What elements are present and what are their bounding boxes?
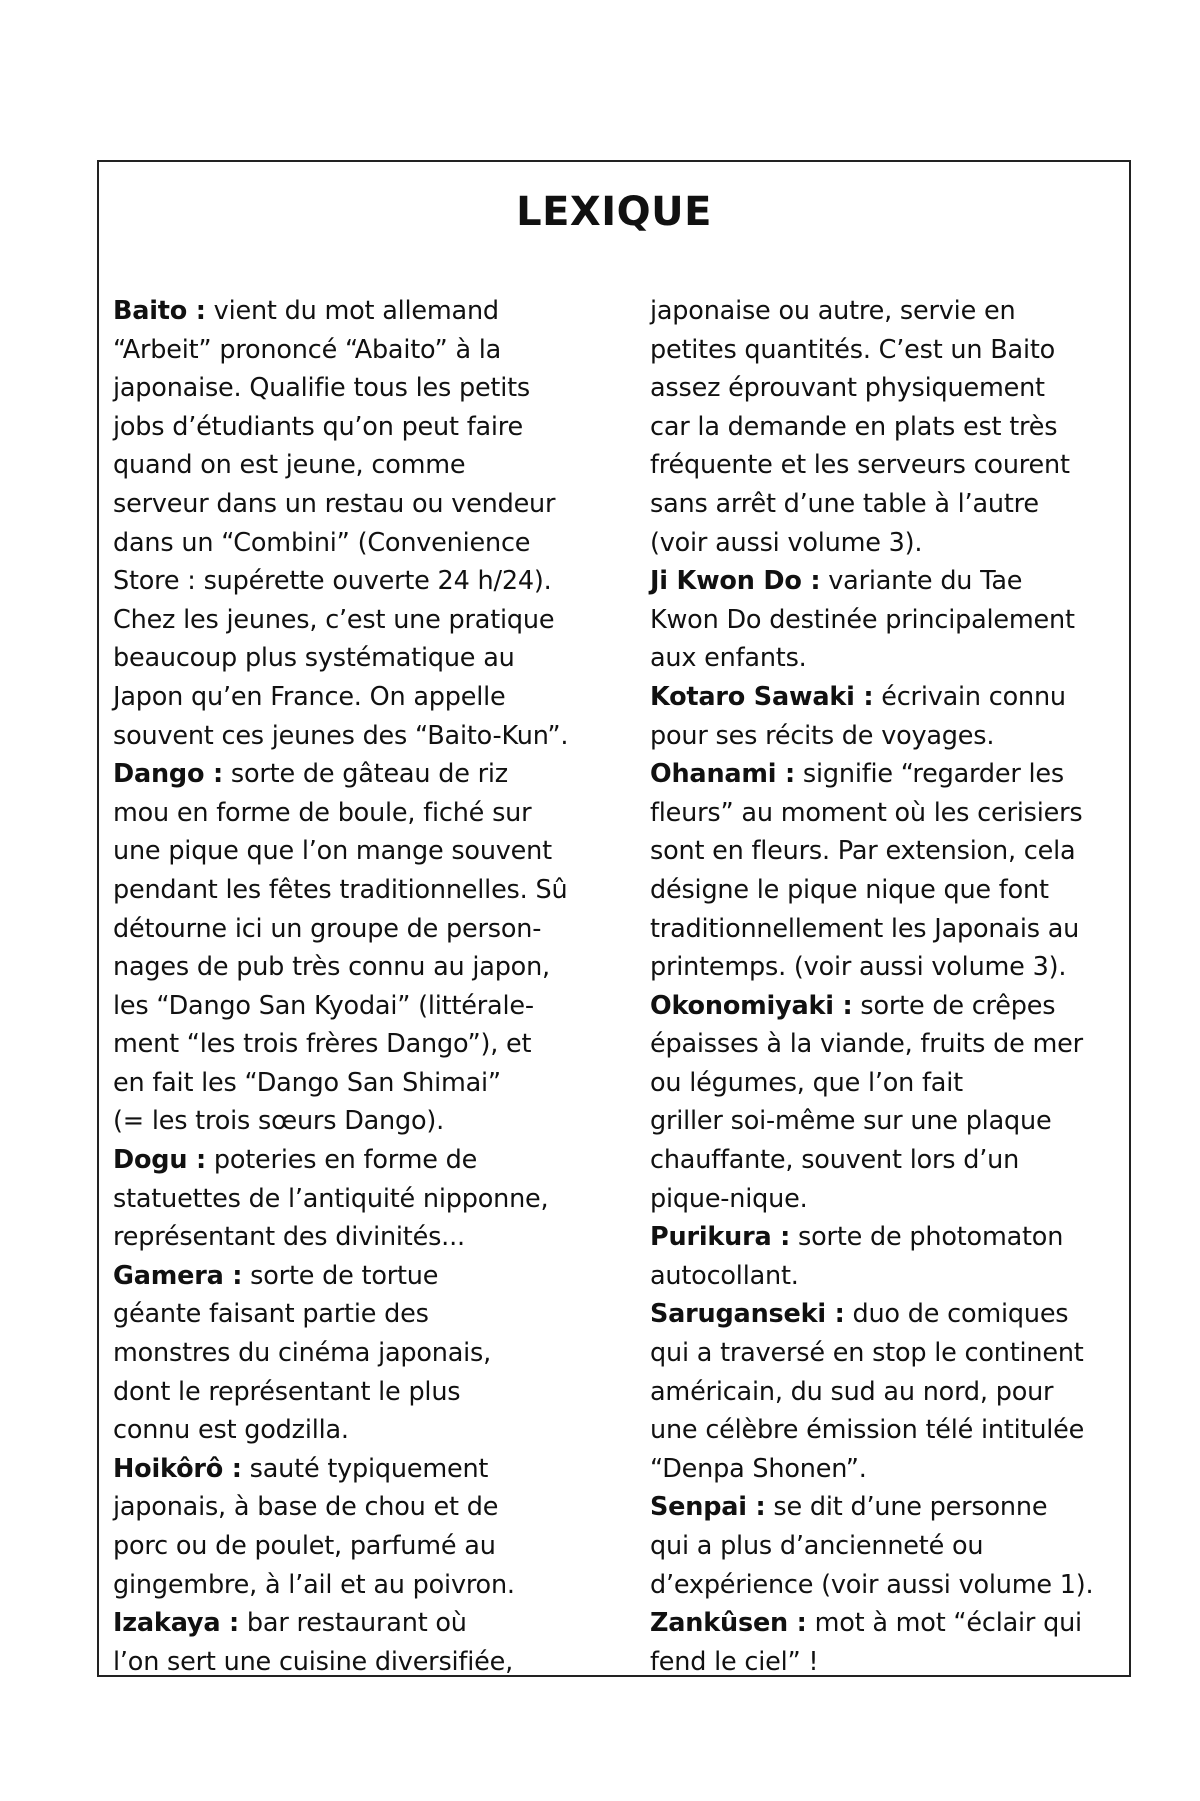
glossary-line	[113, 910, 583, 949]
glossary-definition-text: Store : supérette ouverte 24 h/24).	[113, 566, 552, 597]
glossary-line	[113, 331, 583, 370]
glossary-line	[113, 1218, 583, 1257]
glossary-term: Zankûsen :	[650, 1608, 807, 1639]
glossary-line	[650, 794, 1120, 833]
glossary-line	[113, 1527, 583, 1566]
glossary-definition-text: griller soi-même sur une plaque	[650, 1106, 1052, 1137]
glossary-term: Dango :	[113, 759, 223, 790]
glossary-line	[113, 717, 583, 756]
glossary-definition-text: ment “les trois frères Dango”), et	[113, 1029, 532, 1060]
glossary-definition-text: beaucoup plus systématique au	[113, 643, 515, 674]
glossary-term: Gamera :	[113, 1260, 243, 1291]
glossary-definition-text: pendant les fêtes traditionnelles. Sû	[113, 874, 568, 905]
glossary-line	[650, 1064, 1120, 1103]
glossary-line	[650, 408, 1120, 447]
glossary-definition-text: serveur dans un restau ou vendeur	[113, 488, 556, 519]
glossary-line	[113, 832, 583, 871]
glossary-definition-text: mou en forme de boule, fiché sur	[113, 797, 532, 828]
glossary-definition-text: petites quantités. C’est un Baito	[650, 334, 1056, 365]
glossary-line	[113, 562, 583, 601]
glossary-term: Dogu :	[113, 1145, 206, 1176]
glossary-definition-text: se dit d’une personne	[765, 1492, 1048, 1523]
glossary-column-right	[650, 292, 1120, 1681]
glossary-line	[650, 1025, 1120, 1064]
glossary-definition-text: quand on est jeune, comme	[113, 450, 466, 481]
glossary-definition-text: sorte de tortue	[242, 1260, 439, 1291]
glossary-line	[650, 717, 1120, 756]
glossary-definition-text: variante du Tae	[820, 566, 1023, 597]
glossary-definition-text: ou légumes, que l’on fait	[650, 1067, 963, 1098]
glossary-definition-text: fleurs” au moment où les cerisiers	[650, 797, 1083, 828]
glossary-definition-text: géante faisant partie des	[113, 1299, 429, 1330]
glossary-definition-text: jobs d’étudiants qu’on peut faire	[113, 411, 524, 442]
glossary-definition-text: printemps. (voir aussi volume 3).	[650, 952, 1067, 983]
glossary-definition-text: sans arrêt d’une table à l’autre	[650, 488, 1039, 519]
glossary-entry-start	[650, 755, 1120, 794]
glossary-line	[113, 408, 583, 447]
glossary-definition-text: nages de pub très connu au japon,	[113, 952, 550, 983]
glossary-column-left	[113, 292, 583, 1681]
glossary-line	[650, 369, 1120, 408]
glossary-line	[113, 601, 583, 640]
glossary-definition-text: japonaise ou autre, servie en	[650, 296, 1016, 326]
glossary-entry-start	[113, 1604, 583, 1643]
glossary-definition-text: “Denpa Shonen”.	[650, 1453, 867, 1484]
glossary-line	[650, 1643, 1120, 1682]
glossary-line	[650, 871, 1120, 910]
glossary-definition-text: sorte de gâteau de riz	[222, 759, 508, 790]
glossary-definition-text: japonais, à base de chou et de	[113, 1492, 499, 1523]
glossary-definition-text: mot à mot “éclair qui	[806, 1608, 1082, 1639]
glossary-definition-text: Chez les jeunes, c’est une pratique	[113, 604, 555, 635]
glossary-definition-text: en fait les “Dango San Shimai”	[113, 1067, 501, 1098]
glossary-term: Hoikôrô :	[113, 1453, 242, 1484]
glossary-definition-text: aux enfants.	[650, 643, 807, 674]
glossary-line	[650, 1373, 1120, 1412]
glossary-line	[113, 1373, 583, 1412]
glossary-entry-start	[650, 562, 1120, 601]
glossary-line	[113, 1295, 583, 1334]
glossary-definition-text: sorte de photomaton	[790, 1222, 1064, 1253]
glossary-definition-text: signifie “regarder les	[795, 759, 1064, 790]
glossary-definition-text: sont en fleurs. Par extension, cela	[650, 836, 1076, 867]
glossary-definition-text: car la demande en plats est très	[650, 411, 1058, 442]
glossary-line	[650, 832, 1120, 871]
glossary-entry-start	[113, 1257, 583, 1296]
lexique-box	[97, 160, 1131, 1677]
glossary-definition-text: d’expérience (voir aussi volume 1).	[650, 1569, 1094, 1600]
glossary-definition-text: sorte de crêpes	[852, 990, 1056, 1021]
glossary-line	[113, 1488, 583, 1527]
glossary-definition-text: les “Dango San Kyodai” (littérale-	[113, 990, 534, 1021]
glossary-definition-text: traditionnellement les Japonais au	[650, 913, 1080, 944]
glossary-line	[650, 292, 1120, 331]
glossary-definition-text: pour ses récits de voyages.	[650, 720, 995, 751]
glossary-definition-text: “Arbeit” prononcé “Abaito” à la	[113, 334, 502, 365]
glossary-line	[650, 601, 1120, 640]
glossary-definition-text: vient du mot allemand	[205, 296, 499, 326]
glossary-entry-start	[113, 1141, 583, 1180]
glossary-entry-start	[113, 1450, 583, 1489]
glossary-line	[113, 794, 583, 833]
glossary-definition-text: bar restaurant où	[239, 1608, 467, 1639]
glossary-definition-text: dans un “Combini” (Convenience	[113, 527, 531, 558]
glossary-line	[113, 1643, 583, 1682]
glossary-definition-text: une célèbre émission télé intitulée	[650, 1415, 1085, 1446]
glossary-term: Baito :	[113, 296, 206, 326]
glossary-definition-text: (= les trois sœurs Dango).	[113, 1106, 445, 1137]
glossary-line	[113, 1064, 583, 1103]
glossary-line	[113, 1566, 583, 1605]
glossary-definition-text: gingembre, à l’ail et au poivron.	[113, 1569, 515, 1600]
glossary-line	[650, 1102, 1120, 1141]
glossary-term: Purikura :	[650, 1222, 791, 1253]
glossary-definition-text: dont le représentant le plus	[113, 1376, 461, 1407]
glossary-line	[113, 678, 583, 717]
glossary-definition-text: (voir aussi volume 3).	[650, 527, 923, 558]
glossary-definition-text: détourne ici un groupe de person-	[113, 913, 542, 944]
glossary-line	[650, 331, 1120, 370]
glossary-definition-text: poteries en forme de	[205, 1145, 478, 1176]
glossary-line	[113, 871, 583, 910]
glossary-term: Saruganseki :	[650, 1299, 845, 1330]
glossary-term: Ji Kwon Do :	[650, 566, 821, 597]
glossary-line	[113, 1411, 583, 1450]
glossary-line	[650, 524, 1120, 563]
glossary-definition-text: l’on sert une cuisine diversifiée,	[113, 1646, 513, 1677]
glossary-definition-text: fend le ciel” !	[650, 1646, 819, 1677]
glossary-entry-start	[650, 1604, 1120, 1643]
glossary-definition-text: sauté typiquement	[241, 1453, 489, 1484]
glossary-definition-text: monstres du cinéma japonais,	[113, 1338, 492, 1369]
glossary-definition-text: écrivain connu	[873, 681, 1066, 712]
glossary-line	[650, 910, 1120, 949]
glossary-definition-text: américain, du sud au nord, pour	[650, 1376, 1054, 1407]
glossary-line	[650, 446, 1120, 485]
glossary-term: Ohanami :	[650, 759, 795, 790]
glossary-line	[650, 1257, 1120, 1296]
glossary-entry-start	[650, 1218, 1120, 1257]
glossary-line	[650, 1334, 1120, 1373]
glossary-line	[650, 1527, 1120, 1566]
glossary-definition-text: épaisses à la viande, fruits de mer	[650, 1029, 1083, 1060]
glossary-line	[650, 1411, 1120, 1450]
glossary-line	[650, 1450, 1120, 1489]
glossary-definition-text: qui a traversé en stop le continent	[650, 1338, 1084, 1369]
glossary-line	[113, 1180, 583, 1219]
glossary-line	[113, 524, 583, 563]
glossary-definition-text: désigne le pique nique que font	[650, 874, 1049, 905]
glossary-line	[650, 639, 1120, 678]
glossary-definition-text: connu est godzilla.	[113, 1415, 349, 1446]
glossary-line	[113, 369, 583, 408]
glossary-definition-text: Japon qu’en France. On appelle	[113, 681, 506, 712]
glossary-definition-text: porc ou de poulet, parfumé au	[113, 1531, 496, 1561]
glossary-line	[113, 446, 583, 485]
glossary-term: Izakaya :	[113, 1608, 240, 1639]
glossary-definition-text: une pique que l’on mange souvent	[113, 836, 552, 867]
glossary-term: Senpai :	[650, 1492, 766, 1523]
glossary-line	[113, 485, 583, 524]
glossary-line	[113, 1334, 583, 1373]
glossary-line	[650, 1180, 1120, 1219]
glossary-entry-start	[650, 1488, 1120, 1527]
glossary-definition-text: japonaise. Qualifie tous les petits	[113, 373, 530, 404]
glossary-definition-text: qui a plus d’ancienneté ou	[650, 1531, 984, 1561]
glossary-entry-start	[650, 1295, 1120, 1334]
glossary-line	[650, 485, 1120, 524]
page-title: LEXIQUE	[516, 189, 712, 235]
glossary-entry-start	[650, 678, 1120, 717]
glossary-definition-text: autocollant.	[650, 1260, 799, 1291]
glossary-definition-text: représentant des divinités...	[113, 1222, 465, 1253]
glossary-line	[113, 1025, 583, 1064]
glossary-line	[650, 1566, 1120, 1605]
glossary-definition-text: statuettes de l’antiquité nipponne,	[113, 1183, 549, 1214]
glossary-definition-text: duo de comiques	[844, 1299, 1069, 1330]
glossary-line	[113, 1102, 583, 1141]
glossary-definition-text: fréquente et les serveurs courent	[650, 450, 1070, 481]
glossary-line	[650, 948, 1120, 987]
glossary-definition-text: pique-nique.	[650, 1183, 808, 1214]
glossary-definition-text: chauffante, souvent lors d’un	[650, 1145, 1020, 1176]
glossary-line	[113, 987, 583, 1026]
glossary-entry-start	[113, 292, 583, 331]
glossary-line	[113, 639, 583, 678]
glossary-entry-start	[650, 987, 1120, 1026]
glossary-term: Okonomiyaki :	[650, 990, 853, 1021]
glossary-definition-text: assez éprouvant physiquement	[650, 373, 1045, 404]
glossary-definition-text: Kwon Do destinée principalement	[650, 604, 1075, 635]
glossary-definition-text: souvent ces jeunes des “Baito-Kun”.	[113, 720, 569, 751]
glossary-line	[113, 948, 583, 987]
glossary-entry-start	[113, 755, 583, 794]
glossary-term: Kotaro Sawaki :	[650, 681, 874, 712]
glossary-line	[650, 1141, 1120, 1180]
